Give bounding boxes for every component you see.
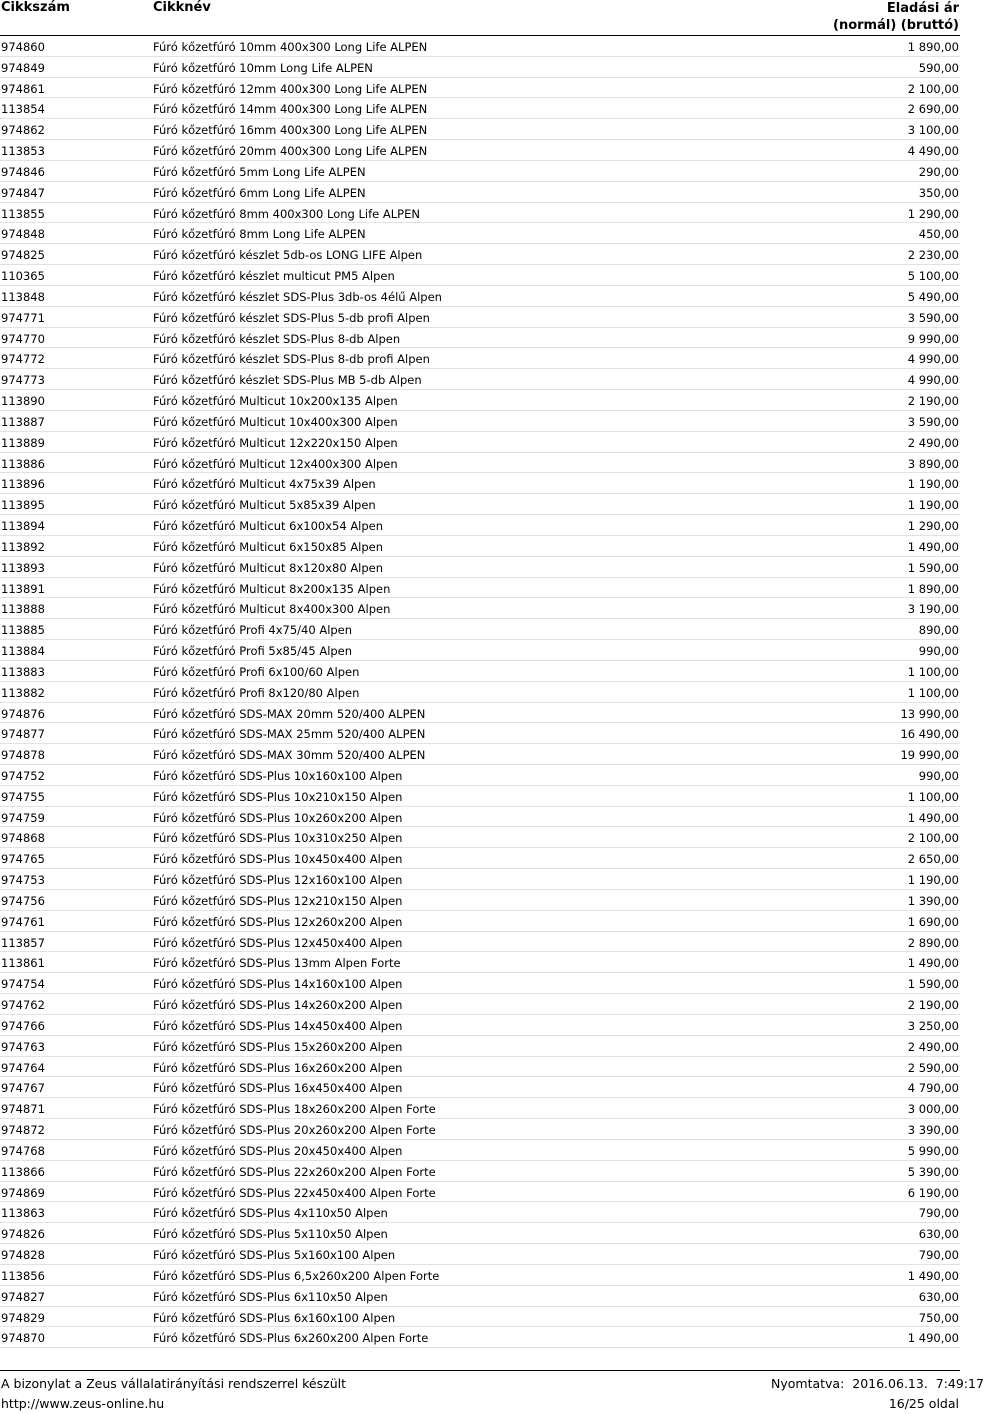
row-price: 890,00	[918, 623, 959, 638]
row-code: 974849	[1, 60, 45, 75]
table-row	[0, 515, 960, 536]
row-name: Fúró kőzetfúró SDS-Plus 10x160x100 Alpen	[153, 768, 403, 783]
row-code: 974872	[1, 1123, 45, 1138]
table-row	[0, 557, 960, 578]
row-code: 974870	[1, 1331, 45, 1346]
row-price: 2 190,00	[907, 998, 959, 1013]
table-row	[0, 1057, 960, 1078]
row-price: 790,00	[918, 1206, 959, 1221]
table-row	[0, 57, 960, 78]
row-name: Fúró kőzetfúró SDS-Plus 10x310x250 Alpen	[153, 831, 403, 846]
row-price: 3 190,00	[907, 602, 959, 617]
row-name: Fúró kőzetfúró 5mm Long Life ALPEN	[153, 164, 366, 179]
table-row	[0, 1077, 960, 1098]
row-code: 113894	[1, 519, 45, 534]
row-name: Fúró kőzetfúró SDS-Plus 6x110x50 Alpen	[153, 1289, 388, 1304]
row-price: 1 490,00	[907, 1268, 959, 1283]
row-code: 974762	[1, 998, 45, 1013]
table-row	[0, 973, 960, 994]
table-header	[0, 0, 960, 36]
row-price: 16 490,00	[900, 727, 959, 742]
row-name: Fúró kőzetfúró Multicut 6x150x85 Alpen	[153, 539, 384, 554]
table-row	[0, 682, 960, 703]
row-price: 1 890,00	[907, 40, 959, 54]
row-name: Fúró kőzetfúró Multicut 10x400x300 Alpen	[153, 414, 398, 429]
column-header-code: Cikkszám	[1, 0, 70, 15]
row-price: 4 990,00	[907, 352, 959, 367]
table-row	[0, 453, 960, 474]
table-row	[0, 578, 960, 599]
row-code: 974862	[1, 123, 45, 138]
table-row	[0, 723, 960, 744]
row-name: Fúró kőzetfúró SDS-Plus 10x450x400 Alpen	[153, 852, 403, 867]
row-price: 1 890,00	[907, 581, 959, 596]
table-row	[0, 1161, 960, 1182]
row-code: 974755	[1, 789, 45, 804]
table-row	[0, 1286, 960, 1307]
row-code: 974753	[1, 873, 45, 888]
row-name: Fúró kőzetfúró SDS-Plus 10x210x150 Alpen	[153, 789, 403, 804]
row-price: 1 100,00	[907, 664, 959, 679]
table-row	[0, 1307, 960, 1328]
row-name: Fúró kőzetfúró 12mm 400x300 Long Life ALPEN	[153, 81, 428, 96]
table-row	[0, 203, 960, 224]
row-code: 974878	[1, 748, 45, 763]
table-row	[0, 1223, 960, 1244]
row-price: 9 990,00	[907, 331, 959, 346]
row-name: Fúró kőzetfúró SDS-Plus 12x450x400 Alpen	[153, 935, 403, 950]
row-price: 1 290,00	[907, 519, 959, 534]
table-row	[0, 1140, 960, 1161]
table-row	[0, 661, 960, 682]
table-row	[0, 640, 960, 661]
row-price: 1 190,00	[907, 873, 959, 888]
table-row	[0, 1265, 960, 1286]
table-row	[0, 119, 960, 140]
row-price: 6 190,00	[907, 1185, 959, 1200]
row-code: 113890	[1, 394, 45, 409]
row-code: 974847	[1, 185, 45, 200]
row-code: 113886	[1, 456, 45, 471]
row-code: 113895	[1, 498, 45, 513]
row-price: 1 690,00	[907, 914, 959, 929]
table-row	[0, 1015, 960, 1036]
row-price: 3 590,00	[907, 310, 959, 325]
row-price: 2 100,00	[907, 81, 959, 96]
row-name: Fúró kőzetfúró Multicut 8x400x300 Alpen	[153, 602, 391, 617]
table-row	[0, 703, 960, 724]
row-name: Fúró kőzetfúró 20mm 400x300 Long Life ALPEN	[153, 144, 428, 159]
row-price: 5 490,00	[907, 289, 959, 304]
table-row	[0, 786, 960, 807]
row-code: 974828	[1, 1248, 45, 1263]
row-code: 974825	[1, 248, 45, 263]
row-price: 590,00	[918, 60, 959, 75]
row-code: 974766	[1, 1018, 45, 1033]
row-code: 974846	[1, 164, 45, 179]
row-code: 113892	[1, 539, 45, 554]
row-code: 974767	[1, 1081, 45, 1096]
row-code: 974771	[1, 310, 45, 325]
table-row	[0, 1182, 960, 1203]
row-code: 974826	[1, 1227, 45, 1242]
row-code: 974764	[1, 1060, 45, 1075]
row-code: 113889	[1, 435, 45, 450]
row-name: Fúró kőzetfúró Profi 8x120/80 Alpen	[153, 685, 360, 700]
row-price: 1 490,00	[907, 1331, 959, 1346]
row-name: Fúró kőzetfúró készlet SDS-Plus 3db-os 4élű Alpen	[153, 289, 442, 304]
row-code: 113854	[1, 102, 45, 117]
row-price: 350,00	[918, 185, 959, 200]
table-row	[0, 140, 960, 161]
row-name: Fúró kőzetfúró készlet 5db-os LONG LIFE Alpen	[153, 248, 423, 263]
table-row	[0, 827, 960, 848]
row-code: 113866	[1, 1164, 45, 1179]
row-code: 113853	[1, 144, 45, 159]
row-code: 974860	[1, 40, 45, 54]
row-name: Fúró kőzetfúró SDS-Plus 6,5x260x200 Alpen Forte	[153, 1268, 440, 1283]
footer-printed-at: Nyomtatva: 2016.06.13. 7:49:17	[771, 1376, 984, 1391]
table-row	[0, 765, 960, 786]
row-code: 113884	[1, 644, 45, 659]
table-row	[0, 869, 960, 890]
row-name: Fúró kőzetfúró Profi 6x100/60 Alpen	[153, 664, 360, 679]
row-name: Fúró kőzetfúró SDS-Plus 13mm Alpen Forte	[153, 956, 401, 971]
row-name: Fúró kőzetfúró Multicut 8x120x80 Alpen	[153, 560, 384, 575]
row-price: 1 590,00	[907, 977, 959, 992]
row-name: Fúró kőzetfúró SDS-Plus 4x110x50 Alpen	[153, 1206, 388, 1221]
row-name: Fúró kőzetfúró 8mm Long Life ALPEN	[153, 227, 366, 242]
row-price: 1 490,00	[907, 539, 959, 554]
row-code: 974868	[1, 831, 45, 846]
row-code: 974759	[1, 810, 45, 825]
row-price: 1 490,00	[907, 810, 959, 825]
row-code: 113855	[1, 206, 45, 221]
row-name: Fúró kőzetfúró Profi 5x85/45 Alpen	[153, 644, 353, 659]
row-name: Fúró kőzetfúró Multicut 12x400x300 Alpen	[153, 456, 398, 471]
row-price: 1 190,00	[907, 477, 959, 492]
footer-url: http://www.zeus-online.hu	[1, 1396, 165, 1411]
row-price: 630,00	[918, 1289, 959, 1304]
table-row	[0, 411, 960, 432]
row-price: 630,00	[918, 1227, 959, 1242]
row-price: 2 650,00	[907, 852, 959, 867]
row-name: Fúró kőzetfúró SDS-Plus 12x160x100 Alpen	[153, 873, 403, 888]
row-price: 750,00	[918, 1310, 959, 1325]
row-price: 3 390,00	[907, 1123, 959, 1138]
row-name: Fúró kőzetfúró készlet multicut PM5 Alpen	[153, 269, 395, 284]
row-code: 113885	[1, 623, 45, 638]
row-code: 974772	[1, 352, 45, 367]
table-row	[0, 432, 960, 453]
row-name: Fúró kőzetfúró Profi 4x75/40 Alpen	[153, 623, 353, 638]
row-code: 113896	[1, 477, 45, 492]
row-price: 990,00	[918, 768, 959, 783]
table-row	[0, 307, 960, 328]
row-price: 3 890,00	[907, 456, 959, 471]
row-code: 113888	[1, 602, 45, 617]
row-code: 974876	[1, 706, 45, 721]
row-name: Fúró kőzetfúró SDS-Plus 5x160x100 Alpen	[153, 1248, 396, 1263]
row-code: 113857	[1, 935, 45, 950]
row-price: 2 190,00	[907, 394, 959, 409]
footer-divider	[0, 1370, 960, 1371]
row-name: Fúró kőzetfúró SDS-Plus 15x260x200 Alpen	[153, 1039, 403, 1054]
row-price: 2 890,00	[907, 935, 959, 950]
table-row	[0, 619, 960, 640]
table-row	[0, 328, 960, 349]
row-price: 3 000,00	[907, 1102, 959, 1117]
row-price: 1 100,00	[907, 685, 959, 700]
row-name: Fúró kőzetfúró 6mm Long Life ALPEN	[153, 185, 366, 200]
row-name: Fúró kőzetfúró készlet SDS-Plus MB 5-db Alpen	[153, 373, 422, 388]
row-name: Fúró kőzetfúró 10mm Long Life ALPEN	[153, 60, 373, 75]
row-name: Fúró kőzetfúró SDS-Plus 14x160x100 Alpen	[153, 977, 403, 992]
row-price: 1 290,00	[907, 206, 959, 221]
row-code: 113891	[1, 581, 45, 596]
table-row	[0, 473, 960, 494]
row-price: 4 490,00	[907, 144, 959, 159]
row-name: Fúró kőzetfúró SDS-Plus 22x450x400 Alpen Forte	[153, 1185, 436, 1200]
row-name: Fúró kőzetfúró Multicut 6x100x54 Alpen	[153, 519, 384, 534]
table-row	[0, 1327, 960, 1348]
table-row	[0, 932, 960, 953]
row-code: 113856	[1, 1268, 45, 1283]
footer-made-by: A bizonylat a Zeus vállalatirányítási rendszerrel készült	[1, 1376, 346, 1391]
row-code: 974848	[1, 227, 45, 242]
table-row	[0, 265, 960, 286]
table-row	[0, 994, 960, 1015]
row-name: Fúró kőzetfúró SDS-Plus 10x260x200 Alpen	[153, 810, 403, 825]
row-price: 5 100,00	[907, 269, 959, 284]
row-code: 113887	[1, 414, 45, 429]
row-code: 113882	[1, 685, 45, 700]
row-code: 974768	[1, 1143, 45, 1158]
row-code: 974756	[1, 893, 45, 908]
row-code: 113861	[1, 956, 45, 971]
table-row	[0, 182, 960, 203]
row-price: 2 490,00	[907, 435, 959, 450]
row-name: Fúró kőzetfúró Multicut 10x200x135 Alpen	[153, 394, 398, 409]
row-name: Fúró kőzetfúró SDS-MAX 25mm 520/400 ALPEN	[153, 727, 426, 742]
row-code: 110365	[1, 269, 45, 284]
table-row	[0, 1244, 960, 1265]
row-name: Fúró kőzetfúró Multicut 8x200x135 Alpen	[153, 581, 391, 596]
row-name: Fúró kőzetfúró SDS-MAX 30mm 520/400 ALPEN	[153, 748, 426, 763]
row-name: Fúró kőzetfúró SDS-Plus 16x260x200 Alpen	[153, 1060, 403, 1075]
row-name: Fúró kőzetfúró készlet SDS-Plus 8-db profi Alpen	[153, 352, 430, 367]
table-row	[0, 286, 960, 307]
table-row	[0, 952, 960, 973]
column-header-price-sublabel: (normál) (bruttó)	[833, 18, 959, 33]
table-row	[0, 911, 960, 932]
row-code: 974861	[1, 81, 45, 96]
row-price: 2 490,00	[907, 1039, 959, 1054]
row-price: 1 100,00	[907, 789, 959, 804]
table-row	[0, 223, 960, 244]
row-name: Fúró kőzetfúró 16mm 400x300 Long Life ALPEN	[153, 123, 428, 138]
row-price: 2 100,00	[907, 831, 959, 846]
table-row	[0, 348, 960, 369]
row-code: 974770	[1, 331, 45, 346]
row-name: Fúró kőzetfúró készlet SDS-Plus 5-db profi Alpen	[153, 310, 430, 325]
row-name: Fúró kőzetfúró SDS-Plus 20x260x200 Alpen Forte	[153, 1123, 436, 1138]
row-name: Fúró kőzetfúró SDS-Plus 20x450x400 Alpen	[153, 1143, 403, 1158]
row-name: Fúró kőzetfúró SDS-Plus 6x160x100 Alpen	[153, 1310, 396, 1325]
row-code: 974871	[1, 1102, 45, 1117]
table-row	[0, 78, 960, 99]
row-price: 5 390,00	[907, 1164, 959, 1179]
row-name: Fúró kőzetfúró SDS-Plus 22x260x200 Alpen Forte	[153, 1164, 436, 1179]
price-list-table	[0, 36, 960, 1348]
row-name: Fúró kőzetfúró Multicut 4x75x39 Alpen	[153, 477, 376, 492]
table-row	[0, 536, 960, 557]
table-row	[0, 1119, 960, 1140]
row-code: 974763	[1, 1039, 45, 1054]
table-row	[0, 848, 960, 869]
row-price: 290,00	[918, 164, 959, 179]
row-name: Fúró kőzetfúró SDS-Plus 6x260x200 Alpen Forte	[153, 1331, 429, 1346]
table-row	[0, 244, 960, 265]
table-row	[0, 36, 960, 57]
row-name: Fúró kőzetfúró SDS-Plus 12x210x150 Alpen	[153, 893, 403, 908]
row-name: Fúró kőzetfúró SDS-Plus 18x260x200 Alpen Forte	[153, 1102, 436, 1117]
row-name: Fúró kőzetfúró SDS-Plus 14x450x400 Alpen	[153, 1018, 403, 1033]
row-name: Fúró kőzetfúró SDS-Plus 5x110x50 Alpen	[153, 1227, 388, 1242]
row-price: 19 990,00	[900, 748, 959, 763]
row-price: 1 490,00	[907, 956, 959, 971]
row-price: 990,00	[918, 644, 959, 659]
row-code: 974869	[1, 1185, 45, 1200]
row-code: 974877	[1, 727, 45, 742]
row-name: Fúró kőzetfúró SDS-Plus 12x260x200 Alpen	[153, 914, 403, 929]
row-price: 5 990,00	[907, 1143, 959, 1158]
row-name: Fúró kőzetfúró 10mm 400x300 Long Life ALPEN	[153, 40, 428, 54]
column-header-price	[833, 0, 959, 34]
row-code: 974752	[1, 768, 45, 783]
table-row	[0, 1036, 960, 1057]
footer-page-number: 16/25 oldal	[888, 1396, 959, 1411]
row-name: Fúró kőzetfúró SDS-Plus 16x450x400 Alpen	[153, 1081, 403, 1096]
row-code: 113893	[1, 560, 45, 575]
row-price: 2 230,00	[907, 248, 959, 263]
table-row	[0, 1202, 960, 1223]
row-price: 790,00	[918, 1248, 959, 1263]
row-name: Fúró kőzetfúró Multicut 12x220x150 Alpen	[153, 435, 398, 450]
row-price: 4 790,00	[907, 1081, 959, 1096]
table-row	[0, 390, 960, 411]
column-header-name: Cikknév	[153, 0, 211, 15]
column-header-price-label: Eladási ár	[886, 1, 959, 16]
page-footer	[0, 1372, 984, 1414]
row-price: 450,00	[918, 227, 959, 242]
row-name: Fúró kőzetfúró SDS-MAX 20mm 520/400 ALPEN	[153, 706, 426, 721]
table-row	[0, 98, 960, 119]
row-price: 1 590,00	[907, 560, 959, 575]
row-name: Fúró kőzetfúró 8mm 400x300 Long Life ALPEN	[153, 206, 420, 221]
table-row	[0, 494, 960, 515]
table-row	[0, 807, 960, 828]
table-row	[0, 598, 960, 619]
row-price: 3 100,00	[907, 123, 959, 138]
row-price: 13 990,00	[900, 706, 959, 721]
row-code: 974765	[1, 852, 45, 867]
row-code: 974773	[1, 373, 45, 388]
row-price: 2 690,00	[907, 102, 959, 117]
row-price: 1 390,00	[907, 893, 959, 908]
row-price: 1 190,00	[907, 498, 959, 513]
row-name: Fúró kőzetfúró 14mm 400x300 Long Life ALPEN	[153, 102, 428, 117]
row-code: 113848	[1, 289, 45, 304]
row-price: 3 250,00	[907, 1018, 959, 1033]
row-code: 974761	[1, 914, 45, 929]
row-price: 2 590,00	[907, 1060, 959, 1075]
row-code: 113863	[1, 1206, 45, 1221]
row-price: 3 590,00	[907, 414, 959, 429]
row-price: 4 990,00	[907, 373, 959, 388]
row-name: Fúró kőzetfúró Multicut 5x85x39 Alpen	[153, 498, 376, 513]
row-code: 113883	[1, 664, 45, 679]
row-code: 974829	[1, 1310, 45, 1325]
table-row	[0, 161, 960, 182]
row-code: 974827	[1, 1289, 45, 1304]
row-name: Fúró kőzetfúró SDS-Plus 14x260x200 Alpen	[153, 998, 403, 1013]
table-row	[0, 890, 960, 911]
table-row	[0, 744, 960, 765]
table-row	[0, 369, 960, 390]
row-code: 974754	[1, 977, 45, 992]
row-name: Fúró kőzetfúró készlet SDS-Plus 8-db Alpen	[153, 331, 401, 346]
table-row	[0, 1098, 960, 1119]
